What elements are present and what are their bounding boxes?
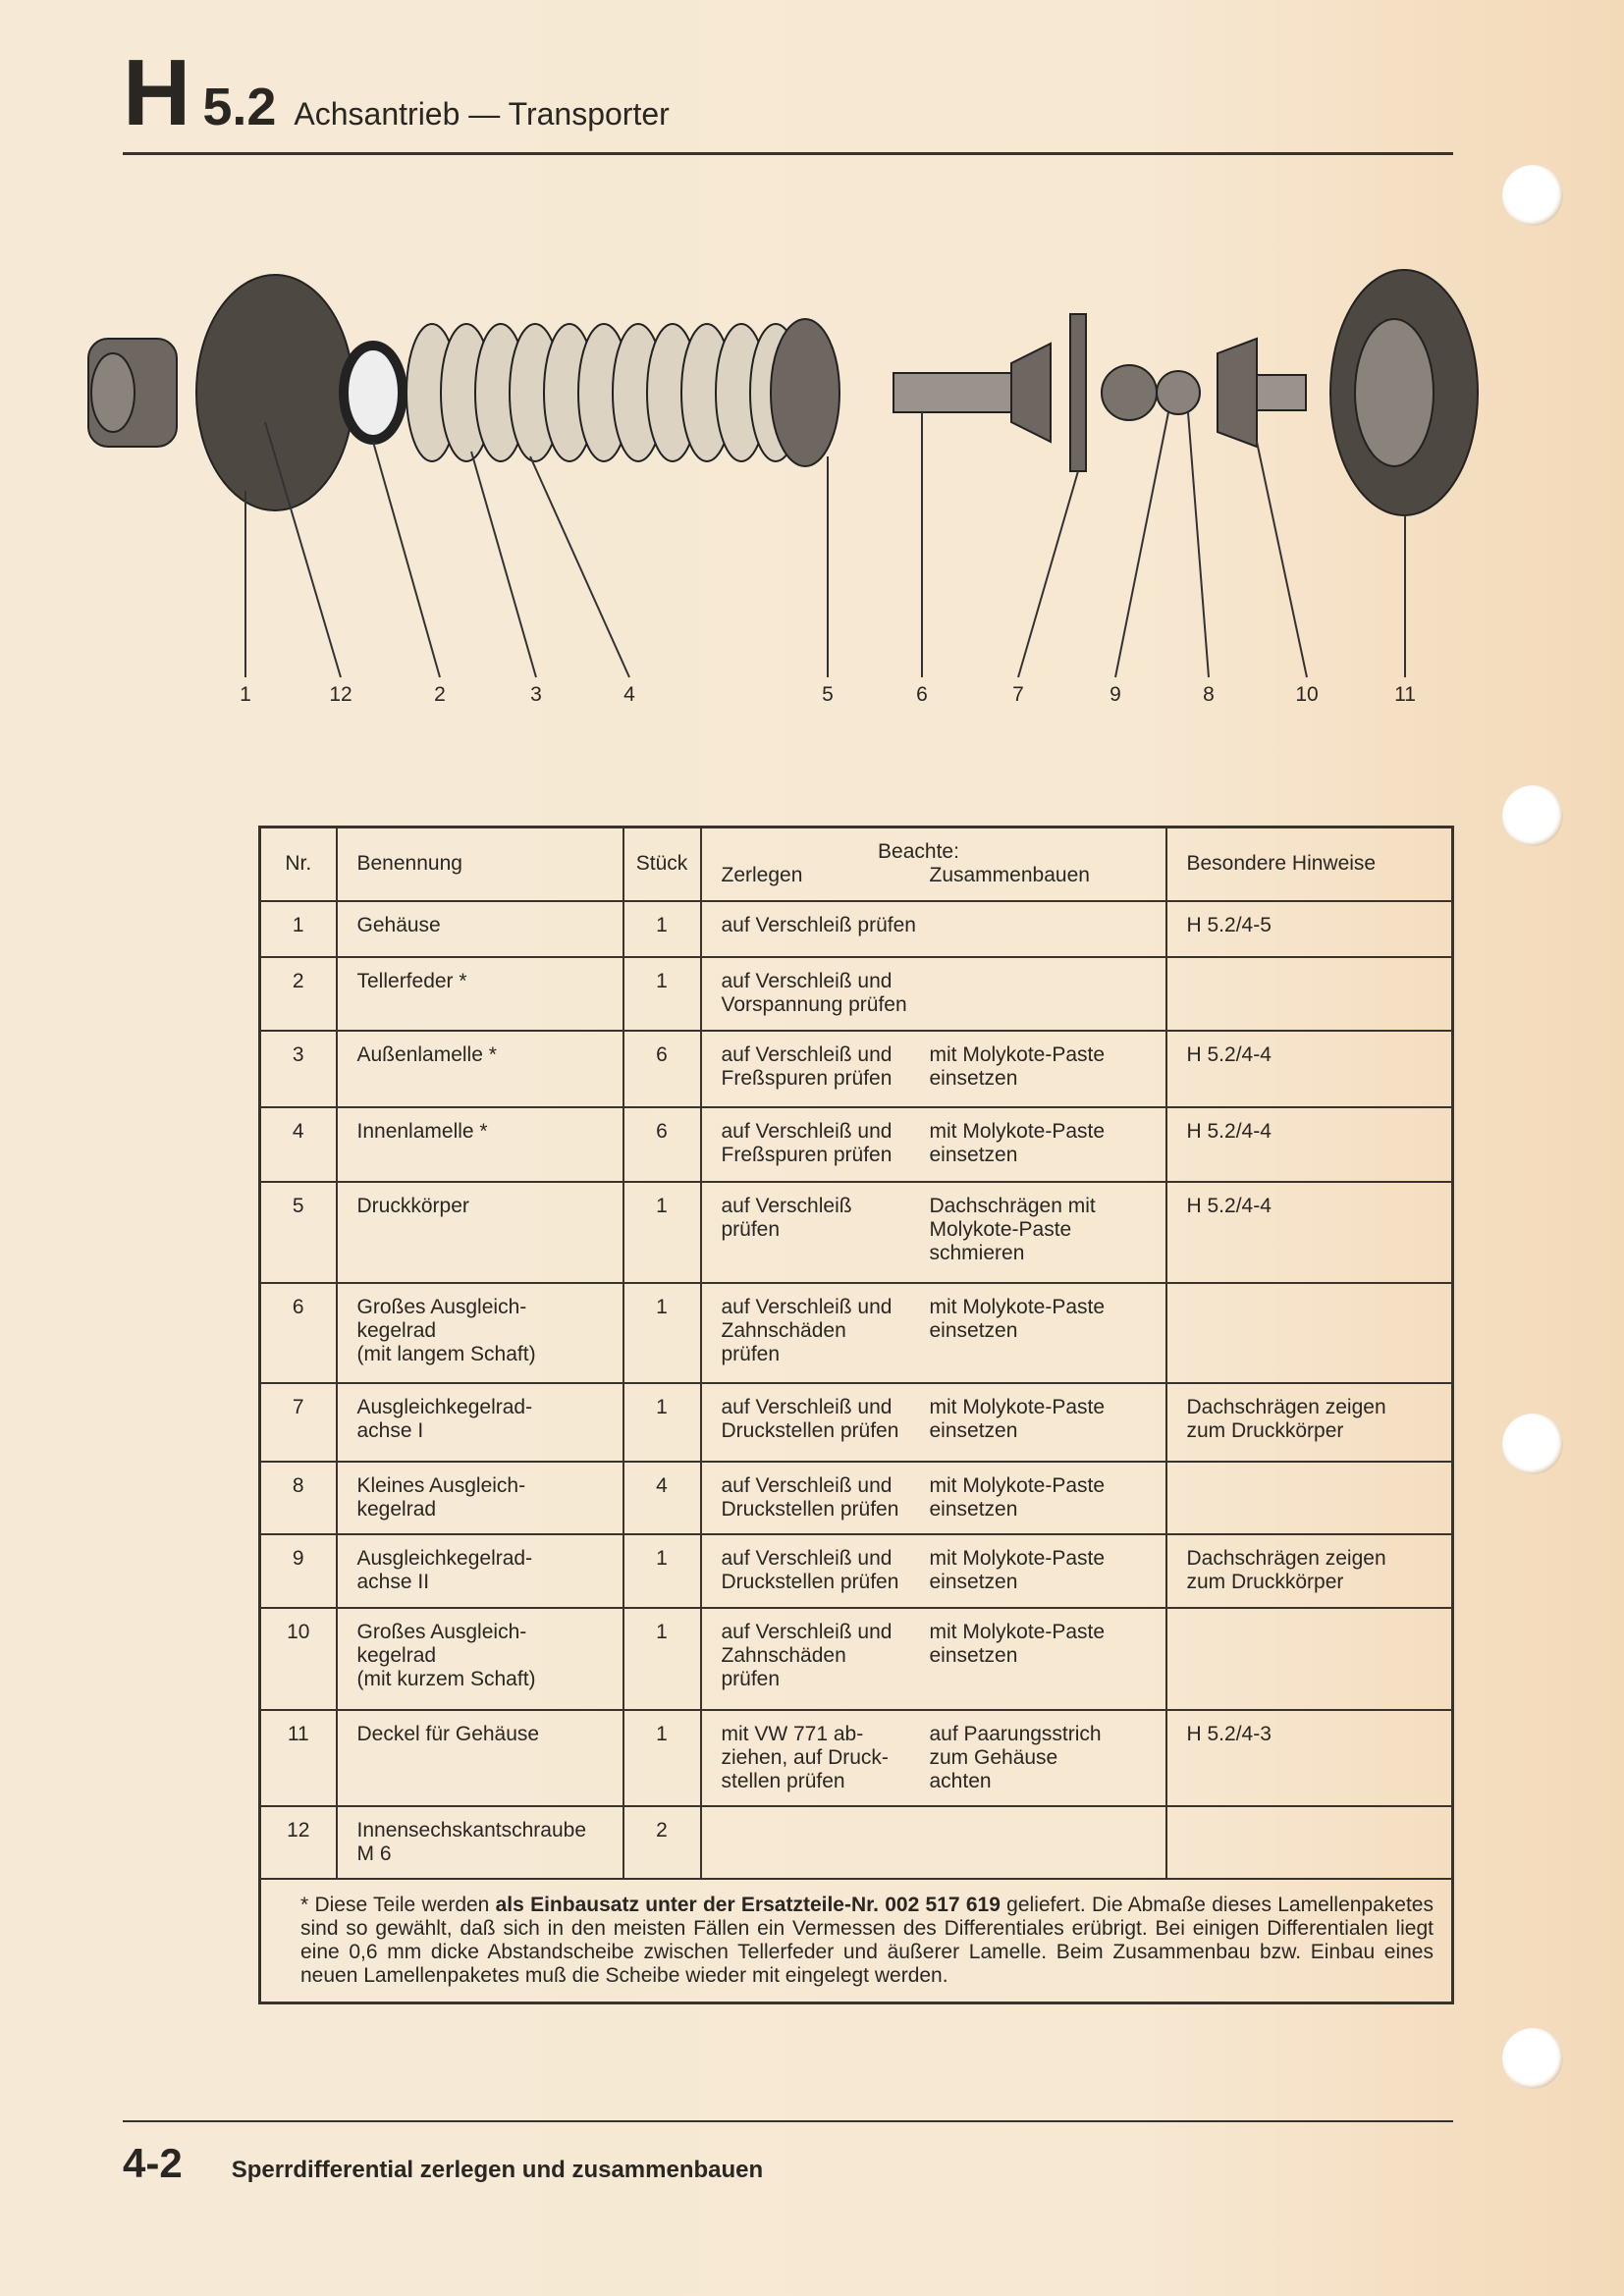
callout-label: 11	[1394, 683, 1416, 706]
row-name: Großes Ausgleich- kegelrad (mit langem Schaft)	[337, 1283, 623, 1383]
row-qty: 1	[623, 1534, 701, 1608]
row-notes	[701, 1031, 1166, 1107]
row-nr: 7	[260, 1383, 337, 1462]
row-notes	[701, 1534, 1166, 1608]
row-disassemble: auf Verschleiß und Druckstellen prüfen	[721, 1473, 899, 1521]
header-rule	[123, 152, 1453, 155]
row-notes	[701, 1462, 1166, 1534]
table-row	[260, 1107, 1453, 1182]
row-disassemble: auf Verschleiß prüfen	[721, 1194, 852, 1241]
callout-label: 4	[623, 683, 635, 706]
table-row	[260, 1534, 1453, 1608]
col-header-remarks: Besondere Hinweise	[1166, 828, 1453, 901]
table-header-row	[260, 828, 1453, 901]
row-assemble: mit Molykote-Paste einsetzen	[929, 1395, 1106, 1442]
row-assemble: mit Molykote-Paste einsetzen	[929, 1295, 1106, 1342]
row-disassemble: auf Verschleiß und Druckstellen prüfen	[721, 1546, 899, 1593]
row-qty: 4	[623, 1462, 701, 1534]
row-qty: 1	[623, 1383, 701, 1462]
row-disassemble: auf Verschleiß und Zahnschäden prüfen	[721, 1620, 893, 1690]
row-remarks: H 5.2/4-4	[1166, 1107, 1453, 1182]
row-qty: 6	[623, 1107, 701, 1182]
callout-label: 12	[329, 683, 352, 706]
punch-hole	[1502, 2028, 1563, 2089]
row-disassemble: auf Verschleiß prüfen	[721, 913, 916, 936]
callout-label: 7	[1012, 683, 1024, 706]
row-qty: 1	[623, 901, 701, 957]
page-header	[123, 39, 670, 147]
row-qty: 1	[623, 1710, 701, 1806]
disc-spring	[344, 346, 403, 440]
page-title: Achsantrieb — Transporter	[294, 96, 670, 132]
row-remarks	[1166, 1608, 1453, 1710]
section-letter: H	[123, 40, 189, 145]
row-nr: 10	[260, 1608, 337, 1710]
footnote-part-number: als Einbausatz unter der Ersatzteile-Nr. 002 517 619	[495, 1893, 1001, 1916]
section-number: 5.2	[202, 78, 277, 136]
row-qty: 6	[623, 1031, 701, 1107]
notes-group-label: Beachte:	[878, 840, 959, 864]
row-name: Innenlamelle *	[337, 1107, 623, 1182]
row-notes	[701, 1806, 1166, 1879]
table-row	[260, 1806, 1453, 1879]
row-qty: 1	[623, 957, 701, 1031]
row-disassemble: auf Verschleiß und Freßspuren prüfen	[721, 1119, 893, 1166]
table-row	[260, 1031, 1453, 1107]
row-remarks	[1166, 1283, 1453, 1383]
col-header-notes	[701, 828, 1166, 901]
footnote-text: geliefert. Die Abmaße dieses Lamellenpaketes sind so gewählt, daß sich in den meisten Fällen ein Vermessen des Differentiales erübrigt. Bei einigen Differentialen liegt eine 0,6 mm dicke Abstandscheibe zwischen Tellerfeder und äußerer Lamelle. Beim Zusammenbau bzw. Einbau eines neuen Lamellenpaketes muß die Scheibe wieder mit eingelegt werden.	[300, 1893, 1434, 1987]
row-remarks: Dachschrägen zeigen zum Druckkörper	[1166, 1534, 1453, 1608]
row-name: Kleines Ausgleich- kegelrad	[337, 1462, 623, 1534]
row-disassemble: mit VW 771 ab- ziehen, auf Druck- stellen prüfen	[721, 1722, 889, 1792]
row-notes	[701, 1182, 1166, 1283]
punch-hole	[1502, 1414, 1563, 1474]
row-name: Außenlamelle *	[337, 1031, 623, 1107]
row-nr: 9	[260, 1534, 337, 1608]
housing-flange	[196, 275, 353, 510]
row-notes	[701, 1608, 1166, 1710]
row-remarks: H 5.2/4-4	[1166, 1182, 1453, 1283]
callout-label: 8	[1203, 683, 1215, 706]
table-row	[260, 1608, 1453, 1710]
row-disassemble: auf Verschleiß und Freßspuren prüfen	[721, 1042, 893, 1090]
row-assemble: mit Molykote-Paste einsetzen	[929, 1546, 1106, 1593]
callout-label: 2	[434, 683, 446, 706]
row-name: Tellerfeder *	[337, 957, 623, 1031]
row-remarks: H 5.2/4-3	[1166, 1710, 1453, 1806]
row-notes	[701, 1107, 1166, 1182]
row-remarks: Dachschrägen zeigen zum Druckkörper	[1166, 1383, 1453, 1462]
row-name: Innensechskantschraube M 6	[337, 1806, 623, 1879]
row-nr: 8	[260, 1462, 337, 1534]
row-qty: 1	[623, 1283, 701, 1383]
side-gear-short	[1218, 339, 1257, 447]
pinion-shaft-1	[1070, 314, 1086, 471]
row-name: Großes Ausgleich- kegelrad (mit kurzem Schaft)	[337, 1608, 623, 1710]
col-header-assemble: Zusammenbauen	[929, 864, 1090, 887]
row-notes	[701, 901, 1166, 957]
page-footer	[123, 2140, 763, 2187]
col-header-disassemble: Zerlegen	[721, 864, 803, 887]
row-nr: 2	[260, 957, 337, 1031]
pressure-ring	[771, 319, 839, 466]
table-row	[260, 957, 1453, 1031]
row-notes	[701, 957, 1166, 1031]
row-nr: 1	[260, 901, 337, 957]
row-remarks	[1166, 1806, 1453, 1879]
callout-label: 10	[1295, 683, 1319, 706]
row-name: Deckel für Gehäuse	[337, 1710, 623, 1806]
small-pinion	[1102, 365, 1157, 420]
row-qty: 1	[623, 1608, 701, 1710]
footer-rule	[123, 2120, 1453, 2122]
table-row	[260, 1462, 1453, 1534]
col-header-nr: Nr.	[260, 828, 337, 901]
callout-label: 5	[822, 683, 834, 706]
col-header-qty: Stück	[623, 828, 701, 901]
row-remarks	[1166, 1462, 1453, 1534]
row-disassemble: auf Verschleiß und Vorspannung prüfen	[721, 969, 907, 1016]
table-row	[260, 1283, 1453, 1383]
row-qty: 1	[623, 1182, 701, 1283]
row-assemble: mit Molykote-Paste einsetzen	[929, 1620, 1106, 1667]
callout-label: 1	[240, 683, 251, 706]
callout-label: 3	[530, 683, 542, 706]
row-name: Ausgleichkegelrad- achse I	[337, 1383, 623, 1462]
row-nr: 4	[260, 1107, 337, 1182]
col-header-name: Benennung	[337, 828, 623, 901]
row-notes	[701, 1383, 1166, 1462]
punch-hole	[1502, 165, 1563, 226]
row-assemble: mit Molykote-Paste einsetzen	[929, 1119, 1106, 1166]
table-row	[260, 1182, 1453, 1283]
footnote-text: * Diese Teile werden	[300, 1893, 496, 1916]
row-notes	[701, 1283, 1166, 1383]
footnote	[260, 1879, 1453, 2003]
page-number: 4-2	[123, 2140, 183, 2186]
footer-title: Sperrdifferential zerlegen und zusammenbauen	[231, 2157, 764, 2183]
punch-hole	[1502, 785, 1563, 846]
table-row	[260, 1710, 1453, 1806]
row-name: Ausgleichkegelrad- achse II	[337, 1534, 623, 1608]
row-assemble: Dachschrägen mit Molykote-Paste schmieren	[929, 1194, 1096, 1264]
row-qty: 2	[623, 1806, 701, 1879]
row-nr: 6	[260, 1283, 337, 1383]
row-nr: 3	[260, 1031, 337, 1107]
row-assemble: auf Paarungsstrich zum Gehäuse achten	[929, 1722, 1102, 1792]
table-row	[260, 901, 1453, 957]
row-disassemble: auf Verschleiß und Druckstellen prüfen	[721, 1395, 899, 1442]
row-notes	[701, 1710, 1166, 1806]
table-row	[260, 1383, 1453, 1462]
exploded-view-illustration	[79, 245, 1512, 697]
callout-label: 6	[916, 683, 928, 706]
parts-table	[258, 826, 1454, 2004]
row-nr: 11	[260, 1710, 337, 1806]
row-remarks: H 5.2/4-4	[1166, 1031, 1453, 1107]
row-nr: 5	[260, 1182, 337, 1283]
row-remarks	[1166, 957, 1453, 1031]
row-disassemble: auf Verschleiß und Zahnschäden prüfen	[721, 1295, 893, 1365]
row-remarks: H 5.2/4-5	[1166, 901, 1453, 957]
callout-label: 9	[1110, 683, 1121, 706]
row-nr: 12	[260, 1806, 337, 1879]
side-gear-long	[893, 373, 1011, 412]
row-name: Gehäuse	[337, 901, 623, 957]
row-name: Druckkörper	[337, 1182, 623, 1283]
row-assemble: mit Molykote-Paste einsetzen	[929, 1473, 1106, 1521]
footnote-row	[260, 1879, 1453, 2003]
row-assemble: mit Molykote-Paste einsetzen	[929, 1042, 1106, 1090]
